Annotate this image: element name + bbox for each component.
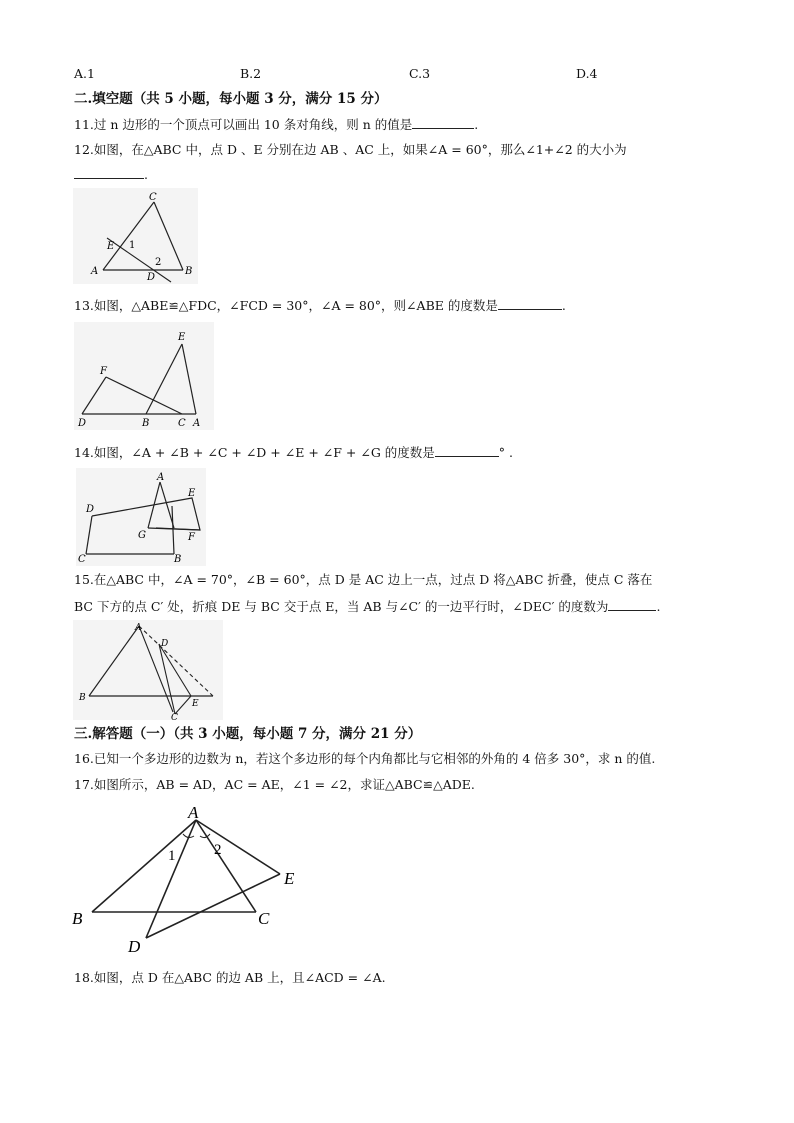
label-c: C [78,554,86,565]
label-e: E [284,869,295,888]
label-b: B [185,266,193,277]
label-e: E [188,488,196,499]
label-f: F [100,366,107,377]
question-15-text-line1: 15.在△ABC 中，∠A = 70°，∠B = 60°，点 D 是 AC 边上一点，过点 D 将△ABC 折叠，使点 C 落在 [74,572,653,587]
figure-17 [70,800,310,954]
label-angle-1: 1 [129,240,136,251]
question-12-blank-line: . [74,166,148,183]
question-15 [74,572,652,588]
label-e: E [107,241,115,252]
label-a: A [188,803,199,822]
option-c: C.3 [409,66,431,81]
label-a: A [157,472,165,483]
degree-unit: ° [498,445,506,460]
figure-15 [73,620,223,720]
answer-blank[interactable] [608,598,656,611]
question-12 [74,142,627,158]
figure-14 [76,468,206,566]
label-f: F [188,532,195,543]
answer-blank[interactable] [74,166,144,179]
label-angle-2: 2 [155,257,162,268]
question-13: 13.如图，△ABE≌△FDC，∠FCD = 30°，∠A = 80°，则∠ABE 的度数是 . [74,298,566,313]
label-e: E [178,332,186,343]
question-17: 17.如图所示，AB = AD，AC = AE，∠1 = ∠2，求证△ABC≌△ADE. [74,777,475,792]
label-d: D [147,272,156,283]
label-a: A [91,266,99,277]
label-d: D [128,937,141,954]
label-g: G [138,530,146,541]
label-angle-1: 1 [168,848,176,864]
answer-blank[interactable] [412,116,474,129]
figure-12 [73,188,198,284]
label-a: A [193,418,201,429]
label-angle-2: 2 [214,842,222,858]
question-15-cont: BC 下方的点 C′ 处，折痕 DE 与 BC 交于点 E，当 AB 与∠C′ 的一边平行时，∠DEC′ 的度数为 . [74,599,661,614]
answer-blank[interactable] [498,297,562,310]
label-d: D [86,504,95,515]
label-a: A [135,623,142,633]
option-a: A.1 [74,66,95,81]
label-c: C [178,418,186,429]
label-c: C [258,909,270,928]
label-b: B [72,909,83,928]
option-b: B.2 [240,66,262,81]
question-13-text: 13.如图，△ABE≌△FDC，∠FCD = 30°，∠A = 80°，则∠ABE 的度数是 [74,298,498,313]
answer-blank[interactable] [435,444,499,457]
label-c: C [149,192,157,203]
question-15-text-line2: BC 下方的点 C′ 处，折痕 DE 与 BC 交于点 E，当 AB 与∠C′ 的一边平行时，∠DEC′ 的度数为 [74,599,609,614]
question-14-text: 14.如图，∠A + ∠B + ∠C + ∠D + ∠E + ∠F + ∠G 的度数是 [74,445,435,460]
section-3-title: 三.解答题（一）（共 3 小题，每小题 7 分，满分 21 分） [74,726,422,742]
question-14: 14.如图，∠A + ∠B + ∠C + ∠D + ∠E + ∠F + ∠G 的度数是 ° . [74,445,513,460]
question-12-text: 12.如图，在△ABC 中，点 D 、E 分别在边 AB 、AC 上，如果∠A = 60°，那么∠1+∠2 的大小为 [74,142,627,157]
label-b: B [142,418,150,429]
question-11: 11.过 n 边形的一个顶点可以画出 10 条对角线，则 n 的值是 . [74,117,479,132]
label-d: D [161,639,169,649]
label-d: D [78,418,87,429]
label-b: B [174,554,182,565]
question-11-text: 11.过 n 边形的一个顶点可以画出 10 条对角线，则 n 的值是 [74,117,413,132]
label-b: B [79,693,86,703]
figure-13 [74,322,214,430]
option-d: D.4 [576,66,598,81]
question-18: 18.如图，点 D 在△ABC 的边 AB 上，且∠ACD = ∠A. [74,970,386,985]
label-e: E [192,699,199,709]
section-2-title: 二.填空题（共 5 小题，每小题 3 分，满分 15 分） [74,91,388,107]
label-c: C [171,713,178,720]
question-16: 16.已知一个多边形的边数为 n，若这个多边形的每个内角都比与它相邻的外角的 4 倍多 30°，求 n 的值. [74,751,656,766]
